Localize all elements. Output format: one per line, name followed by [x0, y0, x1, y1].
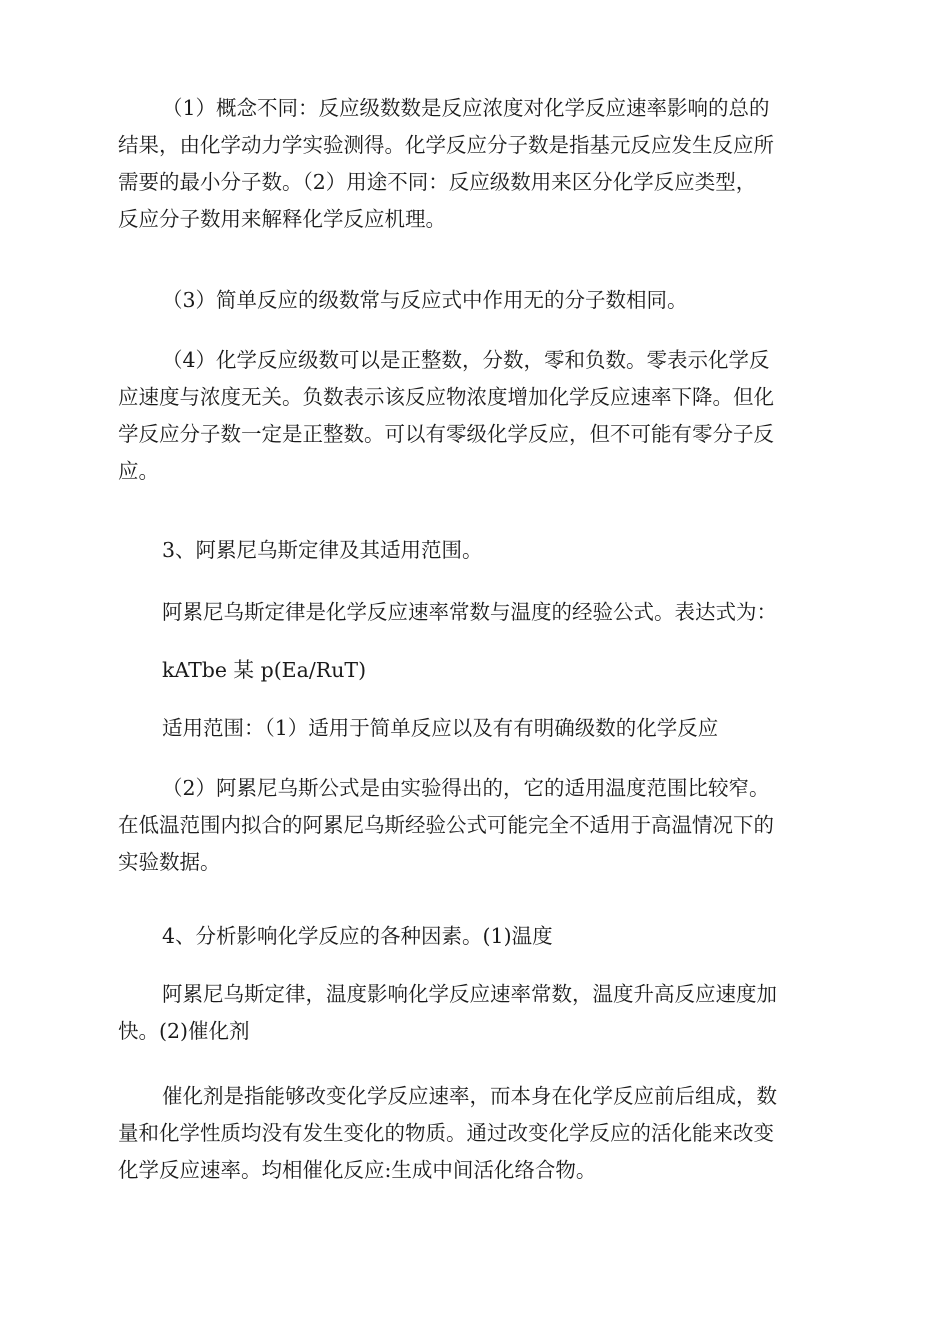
paragraph-order-values	[118, 342, 838, 490]
text-line: （2）阿累尼乌斯公式是由实验得出的，它的适用温度范围比较窄。	[162, 776, 770, 800]
paragraph-temperature-range	[118, 770, 838, 881]
text-line: 结果，由化学动力学实验测得。化学反应分子数是指基元反应发生反应所	[118, 133, 774, 157]
section-heading-factors	[118, 918, 838, 955]
formula-line	[118, 652, 838, 689]
paragraph-applicable-range	[118, 710, 838, 747]
text-line: （3）简单反应的级数常与反应式中作用无的分子数相同。	[162, 288, 688, 312]
section-heading-arrhenius	[118, 532, 838, 569]
text-line: kATbe 某 p(Ea/RuT)	[162, 658, 367, 682]
text-line: 反应分子数用来解释化学反应机理。	[118, 207, 446, 231]
paragraph-simple-reaction-order	[118, 282, 838, 319]
text-line: （1）概念不同：反应级数数是反应浓度对化学反应速率影响的总的	[162, 96, 770, 120]
text-line: 需要的最小分子数。（2）用途不同：反应级数用来区分化学反应类型，	[118, 170, 757, 194]
paragraph-arrhenius-definition	[118, 594, 838, 631]
paragraph-reaction-order-vs-molecularity	[118, 90, 838, 238]
paragraph-catalyst	[118, 1078, 838, 1189]
text-line: 化学反应速率。均相催化反应:生成中间活化络合物。	[118, 1158, 597, 1182]
paragraph-temperature-effect	[118, 976, 838, 1050]
text-line: 3、阿累尼乌斯定律及其适用范围。	[162, 538, 483, 562]
text-line: 学反应分子数一定是正整数。可以有零级化学反应，但不可能有零分子反	[118, 422, 774, 446]
text-line: 阿累尼乌斯定律，温度影响化学反应速率常数，温度升高反应速度加	[162, 982, 777, 1006]
text-line: 适用范围：（1）适用于简单反应以及有有明确级数的化学反应	[162, 716, 719, 740]
text-line: 量和化学性质均没有发生变化的物质。通过改变化学反应的活化能来改变	[118, 1121, 774, 1145]
text-line: 催化剂是指能够改变化学反应速率，而本身在化学反应前后组成，数	[162, 1084, 777, 1108]
text-line: 阿累尼乌斯定律是化学反应速率常数与温度的经验公式。表达式为：	[162, 600, 777, 624]
text-line: 4、分析影响化学反应的各种因素。(1)温度	[162, 924, 553, 948]
text-line: 应。	[118, 459, 159, 483]
text-line: 快。(2)催化剂	[118, 1019, 250, 1043]
text-line: 应速度与浓度无关。负数表示该反应物浓度增加化学反应速率下降。但化	[118, 385, 774, 409]
text-line: 在低温范围内拟合的阿累尼乌斯经验公式可能完全不适用于高温情况下的	[118, 813, 774, 837]
text-line: （4）化学反应级数可以是正整数，分数，零和负数。零表示化学反	[162, 348, 770, 372]
text-line: 实验数据。	[118, 850, 221, 874]
